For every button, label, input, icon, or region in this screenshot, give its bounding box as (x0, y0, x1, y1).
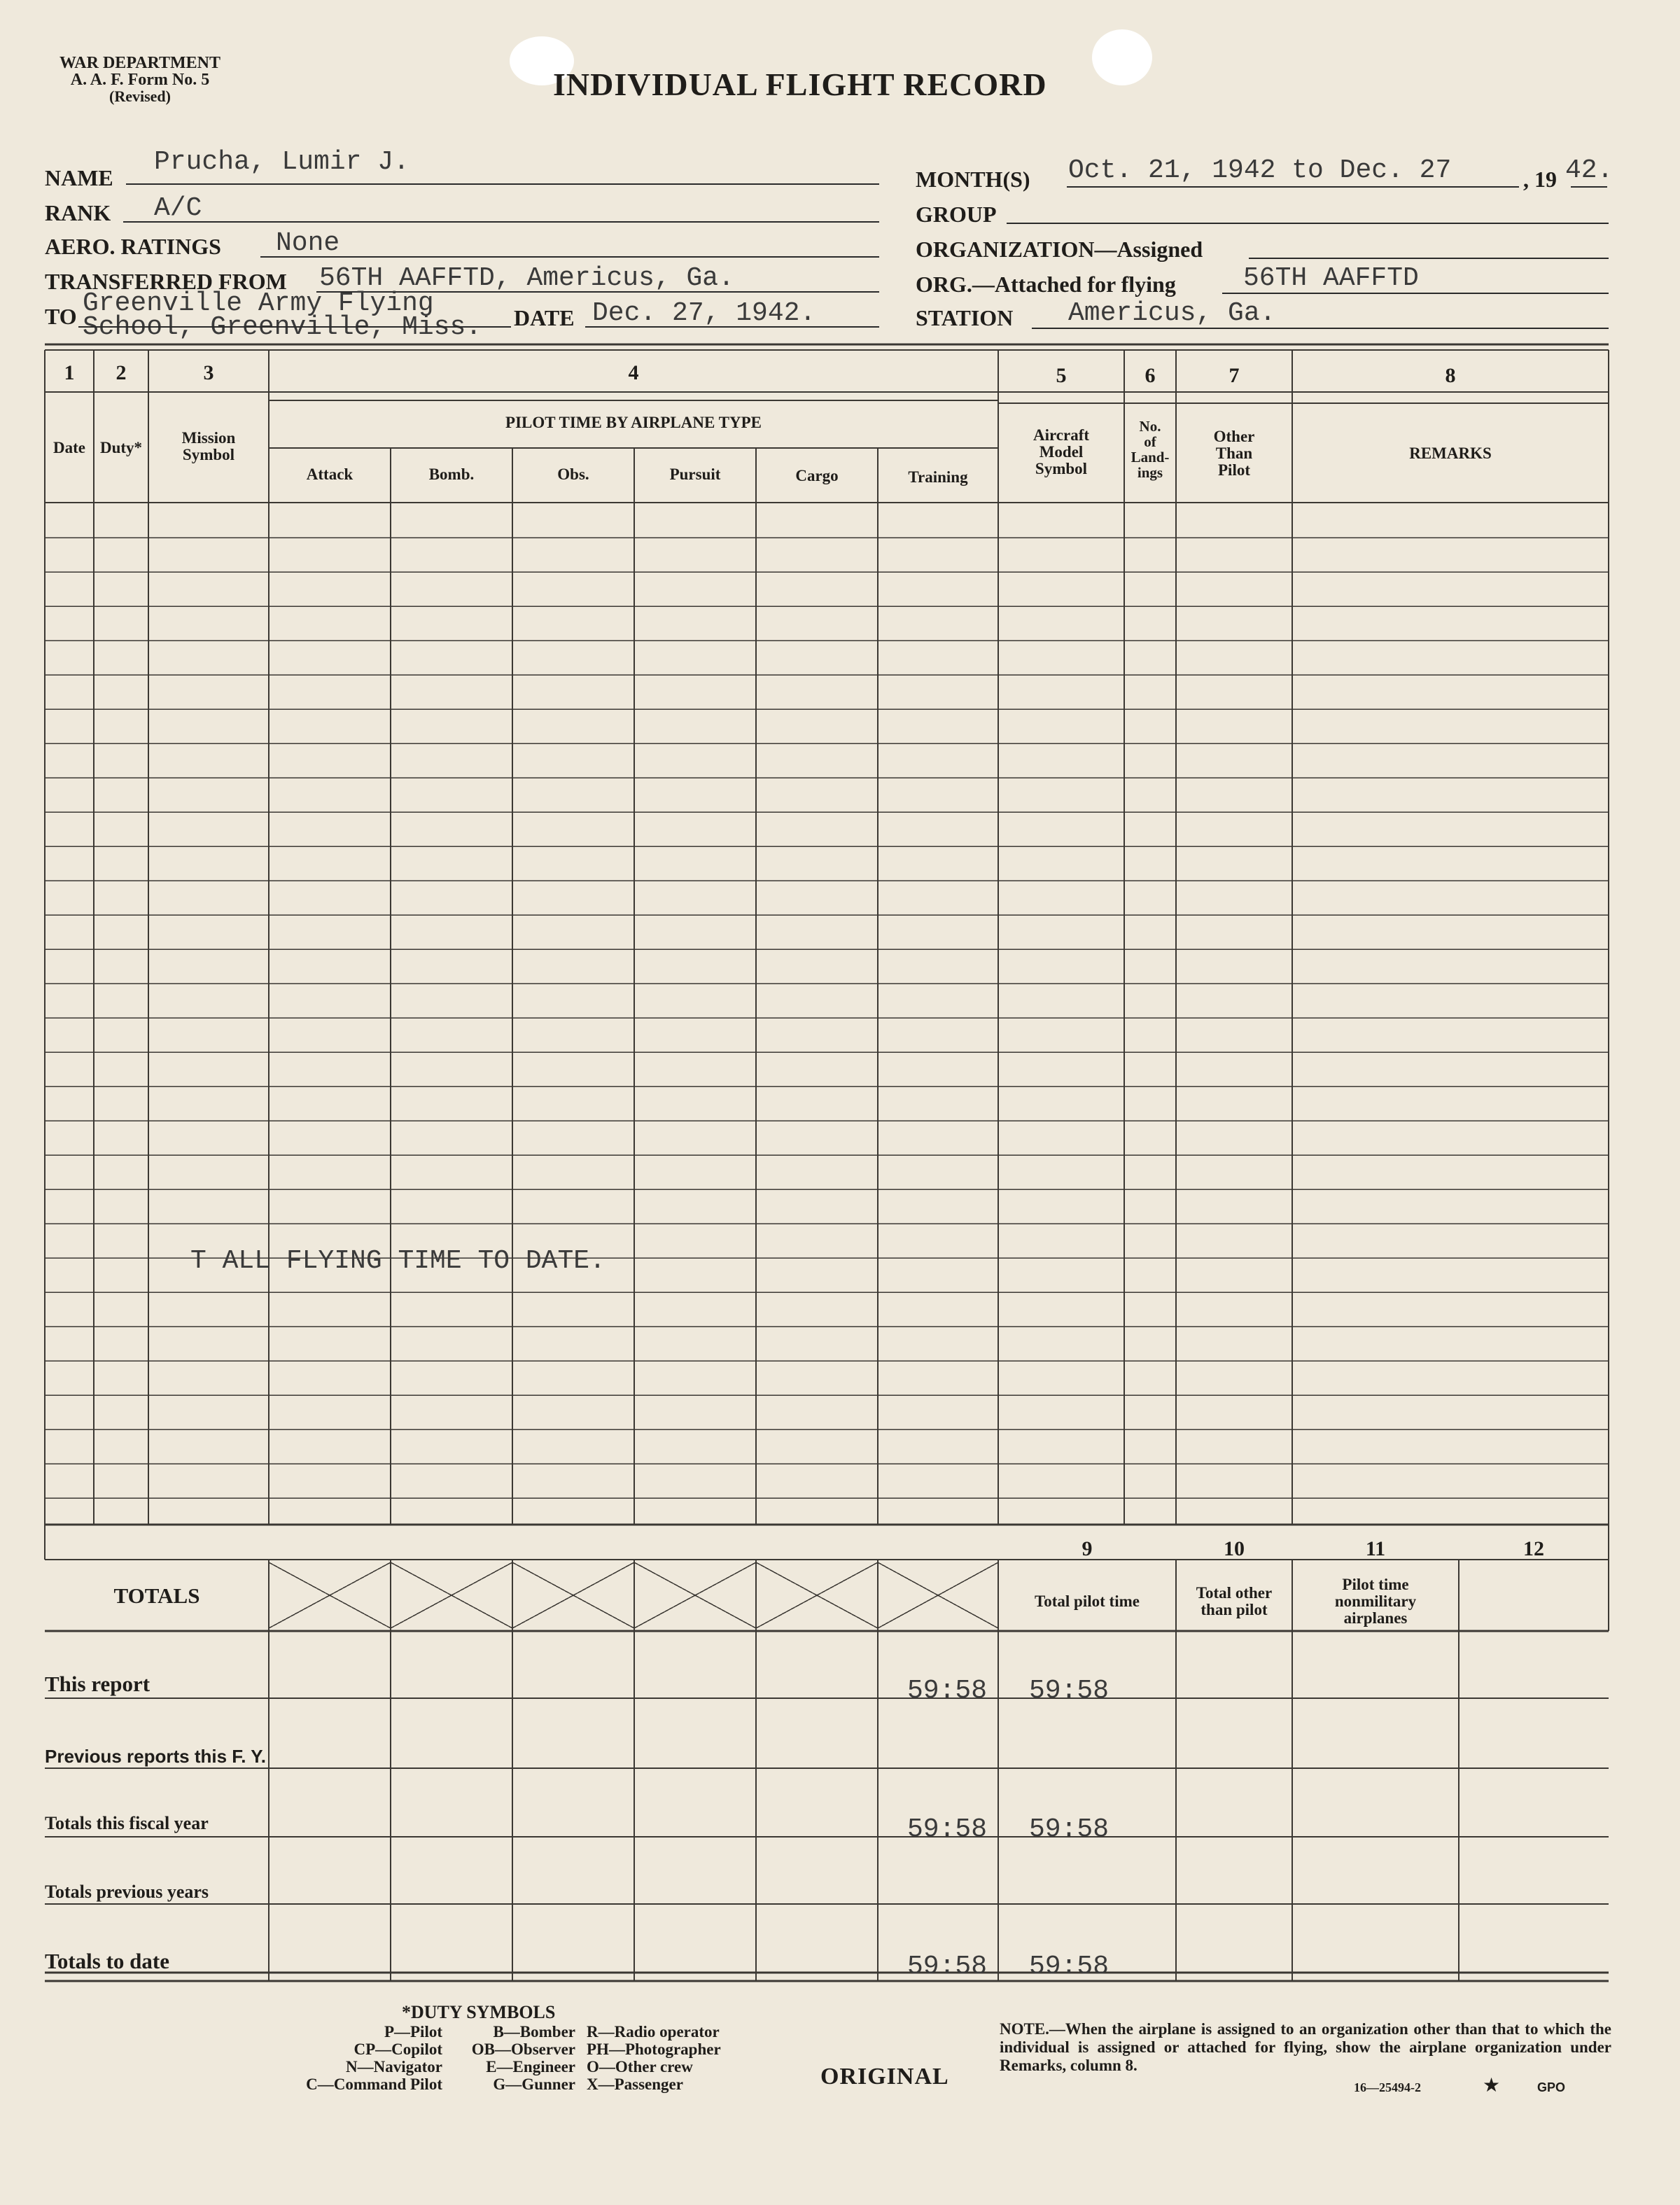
duty-symbols-title: *DUTY SYMBOLS (402, 2002, 556, 2022)
landings-head-line3: Land- (1130, 449, 1170, 465)
pilot-time-head: PILOT TIME BY AIRPLANE TYPE (505, 414, 762, 431)
to-date-total: 59:58 (1029, 1952, 1110, 1982)
col-number-10: 10 (1224, 1537, 1245, 1560)
type-head-training: Training (908, 468, 968, 486)
group-label: GROUP (916, 202, 997, 227)
col-number-6: 6 (1144, 364, 1156, 387)
to-date-training: 59:58 (907, 1952, 988, 1982)
original-label: ORIGINAL (820, 2064, 949, 2090)
row-totals-to-date: Totals to date (45, 1949, 169, 1973)
transferred-from-value: 56TH AAFFTD, Americus, Ga. (319, 263, 734, 293)
duty-b: B—Bomber (493, 2023, 575, 2040)
aero-ratings-label: AERO. RATINGS (45, 234, 221, 259)
total-other-line2: than pilot (1200, 1601, 1268, 1618)
punch-hole-right (1092, 29, 1152, 85)
type-head-attack: Attack (306, 465, 354, 483)
page-title: INDIVIDUAL FLIGHT RECORD (553, 66, 1047, 102)
duty-g: G—Gunner (493, 2076, 575, 2093)
airplane-assignment-note: NOTE.—When the airplane is assigned to an organization other than that to which the individual is assigned or attached for flying, show the airplane organization under Remarks, column 8. (1000, 2020, 1611, 2074)
war-department-label: WAR DEPARTMENT (59, 54, 221, 72)
this-report-training: 59:58 (907, 1676, 988, 1706)
mission-head-line2: Symbol (182, 446, 235, 463)
landings-head-line1: No. (1139, 418, 1161, 435)
duty-o: O—Other crew (587, 2058, 693, 2076)
mission-head-line1: Mission (181, 429, 236, 447)
duty-symbols-col1 (253, 2023, 442, 2093)
group-line (1007, 223, 1609, 224)
duty-ph: PH—Photographer (587, 2040, 721, 2058)
duty-p: P—Pilot (384, 2023, 442, 2040)
col-number-4: 4 (628, 361, 639, 384)
duty-e: E—Engineer (486, 2058, 575, 2076)
remarks-head: REMARKS (1409, 444, 1492, 462)
form-code: 16—25494-2 (1354, 2080, 1421, 2094)
type-head-obs: Obs. (557, 465, 589, 483)
name-value: Prucha, Lumir J. (154, 147, 410, 177)
row-totals-previous-years: Totals previous years (45, 1882, 209, 1902)
transferred-from-label: TRANSFERRED FROM (45, 269, 287, 294)
aircraft-head-line2: Model (1039, 443, 1084, 461)
other-head-line2: Than (1215, 444, 1253, 462)
type-head-bomb: Bomb. (428, 465, 475, 483)
duty-column-head: Duty* (99, 439, 143, 456)
revised-label: (Revised) (109, 88, 171, 105)
year-value: 42. (1565, 155, 1614, 186)
months-line (1067, 186, 1519, 188)
duty-cp: CP—Copilot (354, 2040, 442, 2058)
duty-c: C—Command Pilot (306, 2076, 442, 2093)
to-line (78, 326, 511, 328)
to-label: TO (45, 304, 77, 329)
gpo-mark: GPO (1537, 2080, 1566, 2094)
year-prefix: , 19 (1523, 167, 1557, 192)
duty-symbols-col3 (587, 2023, 721, 2093)
nonmil-line3: airplanes (1343, 1609, 1408, 1627)
name-label: NAME (45, 165, 113, 190)
fiscal-year-total: 59:58 (1029, 1814, 1110, 1844)
year-line (1571, 186, 1607, 188)
form-header-block (42, 55, 238, 105)
months-label: MONTH(S) (916, 167, 1030, 192)
form-number-label: A. A. F. Form No. 5 (70, 71, 210, 89)
station-label: STATION (916, 305, 1014, 330)
aircraft-head-line3: Symbol (1035, 460, 1088, 477)
this-report-total: 59:58 (1029, 1676, 1110, 1706)
col-number-8: 8 (1445, 364, 1456, 387)
row-this-report: This report (45, 1672, 150, 1696)
duty-r: R—Radio operator (587, 2023, 720, 2040)
type-head-cargo: Cargo (795, 467, 839, 484)
to-value-line2: School, Greenville, Miss. (83, 312, 482, 342)
col-number-12: 12 (1523, 1537, 1544, 1560)
organization-assigned-line (1249, 258, 1609, 259)
total-other-line1: Total other (1196, 1584, 1273, 1602)
total-other-head (1176, 1585, 1292, 1618)
aircraft-head-line1: Aircraft (1032, 426, 1090, 444)
star-icon: ★ (1483, 2075, 1501, 2096)
duty-symbols-col2 (442, 2023, 575, 2093)
date-column-head: Date (53, 439, 85, 456)
duty-n: N—Navigator (346, 2058, 442, 2076)
col-number-11: 11 (1365, 1537, 1386, 1560)
total-pilot-time-head: Total pilot time (1035, 1592, 1140, 1610)
pilot-nonmilitary-head (1292, 1576, 1459, 1627)
aero-ratings-line (260, 256, 879, 258)
other-than-pilot-head (1176, 428, 1292, 479)
row-totals-fiscal-year: Totals this fiscal year (45, 1813, 209, 1833)
duty-ob: OB—Observer (471, 2040, 575, 2058)
date-label: DATE (514, 305, 575, 330)
rank-value: A/C (154, 193, 202, 223)
landings-head-line4: ings (1137, 464, 1163, 481)
nonmil-line1: Pilot time (1342, 1576, 1409, 1593)
row-previous-reports: Previous reports this F. Y. (45, 1746, 266, 1767)
col-number-9: 9 (1082, 1537, 1093, 1560)
col-number-5: 5 (1056, 364, 1067, 387)
type-head-pursuit: Pursuit (669, 465, 721, 483)
organization-assigned-label: ORGANIZATION—Assigned (916, 237, 1203, 262)
rank-label: RANK (45, 200, 111, 225)
col-number-1: 1 (64, 361, 75, 384)
landings-head-line2: of (1144, 433, 1156, 450)
name-line (126, 183, 879, 185)
totals-label: TOTALS (113, 1583, 200, 1608)
rank-line (123, 221, 879, 223)
org-attached-label: ORG.—Attached for flying (916, 272, 1176, 297)
station-value: Americus, Ga. (1068, 298, 1276, 328)
duty-x: X—Passenger (587, 2076, 683, 2093)
col-number-3: 3 (203, 361, 214, 384)
typed-flying-time-note: T ALL FLYING TIME TO DATE. (190, 1246, 606, 1276)
other-head-line1: Other (1213, 428, 1255, 445)
mission-symbol-head (148, 430, 269, 463)
fiscal-year-training: 59:58 (907, 1814, 988, 1844)
months-value: Oct. 21, 1942 to Dec. 27 (1068, 155, 1452, 186)
col-number-2: 2 (115, 361, 127, 384)
aero-ratings-value: None (276, 228, 340, 258)
landings-head (1124, 419, 1176, 480)
to-value-line1: Greenville Army Flying (83, 288, 434, 318)
col-number-7: 7 (1228, 364, 1240, 387)
aircraft-model-head (998, 427, 1124, 477)
date-value: Dec. 27, 1942. (592, 298, 816, 328)
other-head-line3: Pilot (1218, 461, 1250, 479)
nonmil-line2: nonmilitary (1334, 1592, 1417, 1610)
org-attached-value: 56TH AAFFTD (1243, 263, 1419, 293)
